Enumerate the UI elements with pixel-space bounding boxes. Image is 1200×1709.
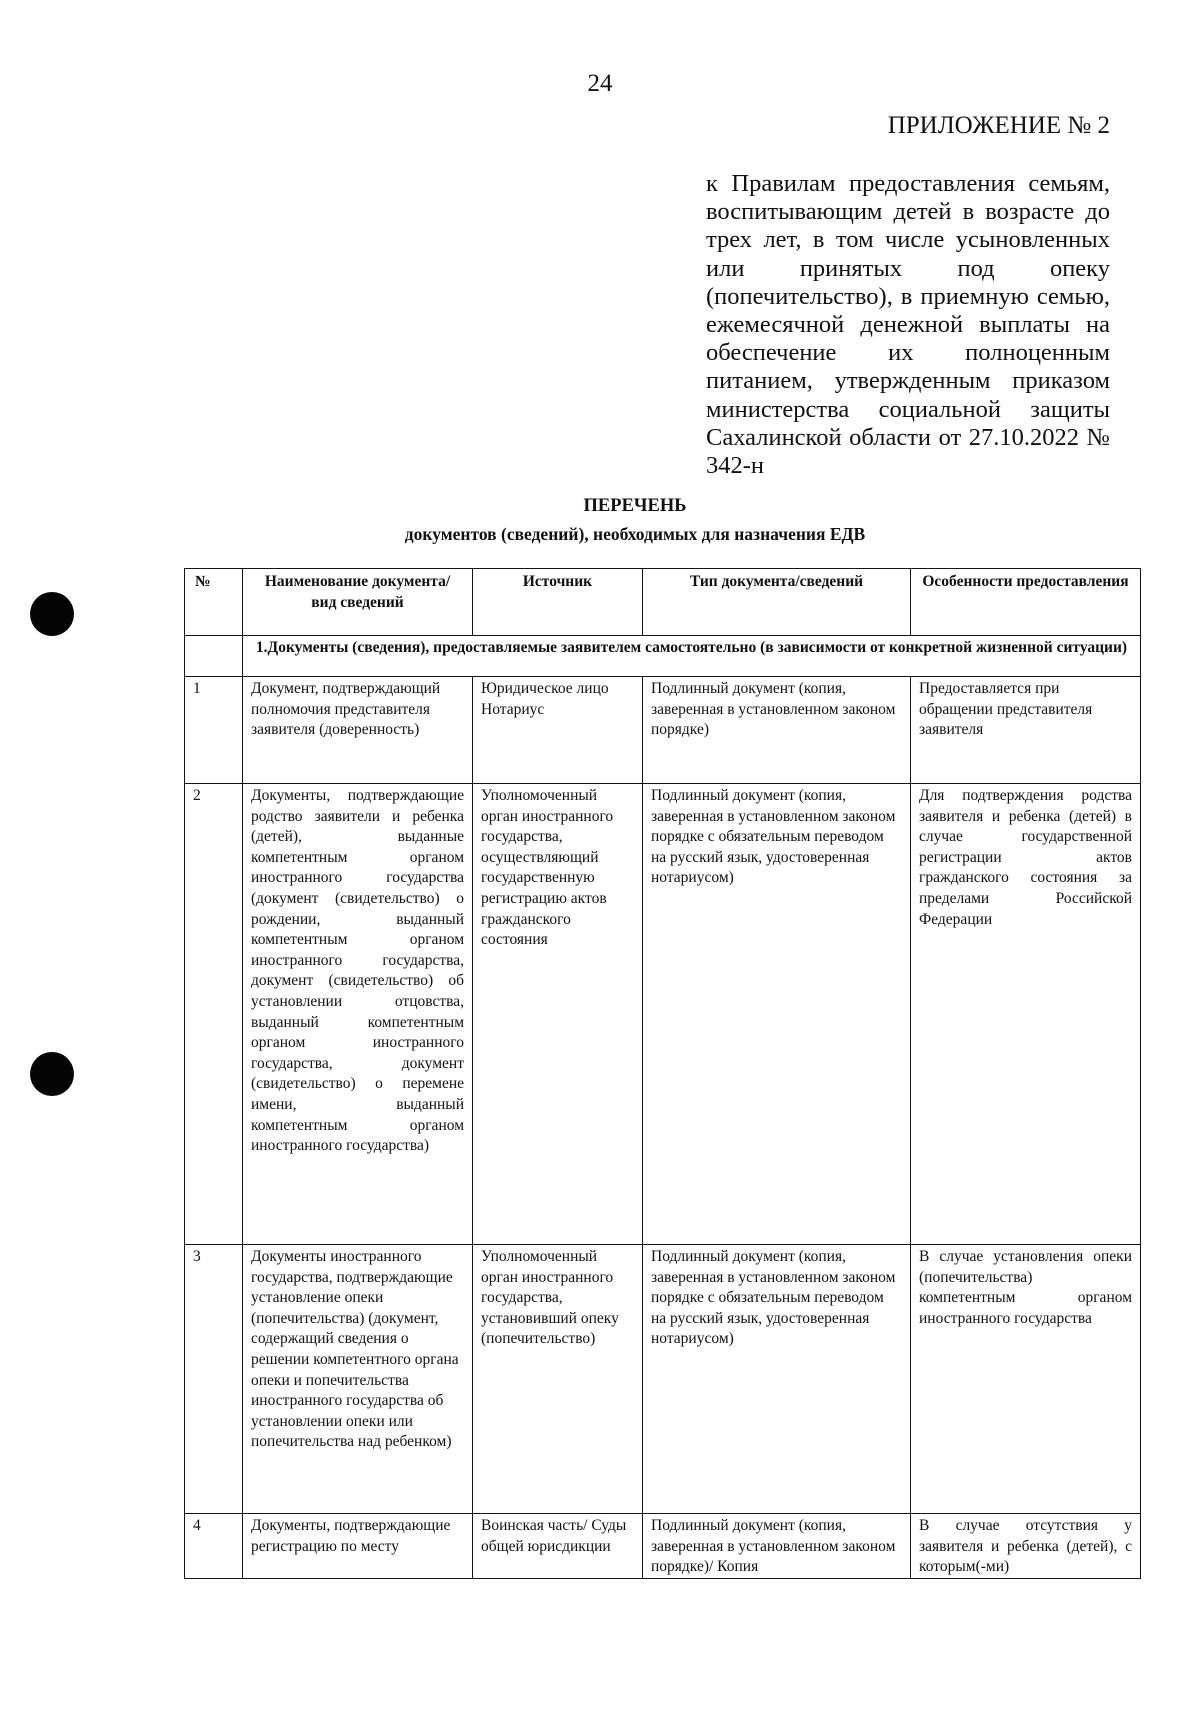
appendix-preamble: к Правилам предоставления семьям, воспитывающим детей в возрасте до трех лет, в том числе усыновленных или принятых под опеку (попечительство), в приемную семью, ежемесячной денежной выплаты на обеспечение их полноценным питанием, утвержденным приказом министерства социальной защиты Сахалинской области от 27.10.2022 № 342-н — [706, 170, 1110, 480]
header-type: Тип документа/сведений — [643, 569, 911, 636]
table-row — [185, 1514, 1141, 1579]
row-features: В случае отсутствия у заявителя и ребенка (детей), с которым(-ми) — [911, 1514, 1141, 1579]
section-heading: 1.Документы (сведения), предоставляемые заявителем самостоятельно (в зависимости от конкретной жизненной ситуации) — [243, 636, 1141, 677]
row-number: 4 — [185, 1514, 243, 1579]
punch-hole — [30, 1052, 74, 1096]
row-source: Юридическое лицо Нотариус — [473, 677, 643, 784]
table-row — [185, 784, 1141, 1245]
row-number: 3 — [185, 1245, 243, 1514]
row-features: Для подтверждения родства заявителя и ребенка (детей) в случае государственной регистрации актов гражданского состояния за пределами Российской Федерации — [911, 784, 1141, 1245]
section-number-cell — [185, 636, 243, 677]
header-features: Особенности предоставления — [911, 569, 1141, 636]
row-name: Документы, подтверждающие регистрацию по месту — [243, 1514, 473, 1579]
appendix-label: ПРИЛОЖЕНИЕ № 2 — [887, 112, 1110, 139]
row-name: Документ, подтверждающий полномочия представителя заявителя (доверенность) — [243, 677, 473, 784]
row-number: 2 — [185, 784, 243, 1245]
punch-hole — [30, 592, 74, 636]
row-source: Уполномоченный орган иностранного государства, осуществляющий государственную регистрацию актов гражданского состояния — [473, 784, 643, 1245]
header-name: Наименование документа/ вид сведений — [243, 569, 473, 636]
row-source: Воинская часть/ Суды общей юрисдикции — [473, 1514, 643, 1579]
row-name: Документы иностранного государства, подтверждающие установление опеки (попечительства) (документ, содержащий сведения о решении компетентного органа опеки и попечительства иностранного государства об установлении опеки или попечительства над ребенком) — [243, 1245, 473, 1514]
row-type: Подлинный документ (копия, заверенная в установленном законом порядке)/ Копия — [643, 1514, 911, 1579]
row-source: Уполномоченный орган иностранного государства, установивший опеку (попечительство) — [473, 1245, 643, 1514]
table-row — [185, 677, 1141, 784]
header-number: № — [185, 569, 243, 636]
row-type: Подлинный документ (копия, заверенная в установленном законом порядке с обязательным переводом на русский язык, удостоверенная нотариусом) — [643, 1245, 911, 1514]
row-type: Подлинный документ (копия, заверенная в установленном законом порядке) — [643, 677, 911, 784]
row-number: 1 — [185, 677, 243, 784]
table-header-row — [185, 569, 1141, 636]
header-source: Источник — [473, 569, 643, 636]
section-row — [185, 636, 1141, 677]
documents-table — [184, 568, 1141, 1579]
table-row — [185, 1245, 1141, 1514]
row-name: Документы, подтверждающие родство заявители и ребенка (детей), выданные компетентным органом иностранного государства (документ (свидетельство) о рождении, выданный компетентным органом иностранного государства, документ (свидетельство) об установлении отцовства, выданный компетентным органом иностранного государства, документ (свидетельство) о перемене имени, выданный компетентным органом иностранного государства) — [243, 784, 473, 1245]
document-title: ПЕРЕЧЕНЬ — [583, 496, 687, 516]
row-type: Подлинный документ (копия, заверенная в установленном законом порядке с обязательным переводом на русский язык, удостоверенная нотариусом) — [643, 784, 911, 1245]
row-features: В случае установления опеки (попечительства) компетентным органом иностранного государства — [911, 1245, 1141, 1514]
row-features: Предоставляется при обращении представителя заявителя — [911, 677, 1141, 784]
document-subtitle: документов (сведений), необходимых для назначения ЕДВ — [404, 524, 866, 544]
page-number: 24 — [587, 70, 613, 97]
